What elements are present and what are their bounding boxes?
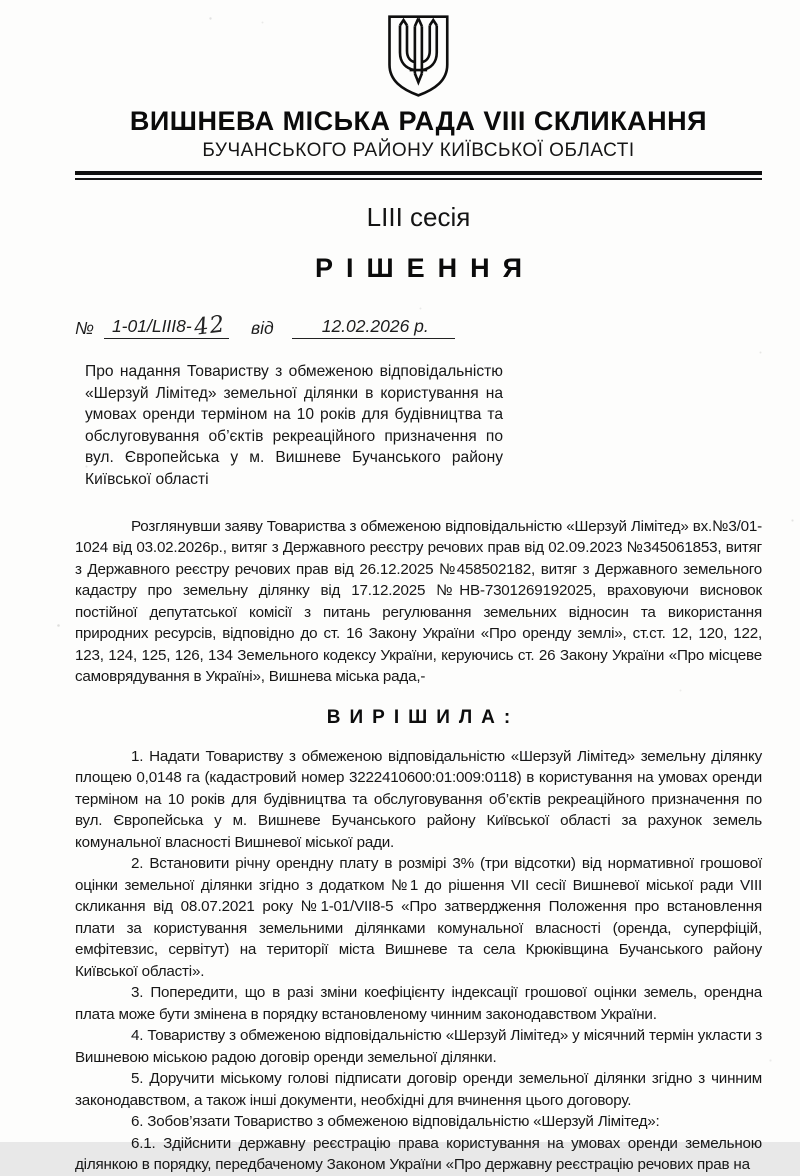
doc-number-printed: 1-01/LIII8- (111, 316, 192, 336)
resolution-item-3: 3. Попередити, що в разі зміни коефіцієнту індексації грошової оцінки земель, орендна плата може бути змінена в порядку встановленому чинним законодавством України. (75, 984, 762, 1023)
resolution-item-2: 2. Встановити річну орендну плату в розмірі 3% (три відсотки) від нормативної грошової оцінки земельної ділянки згідно з додатком №1 до рішення VII сесії Вишневої міської ради VIII скликання від 08.07.2021 року №1-01/VII8-5 «Про затвердження Положення про встановлення плати за користування земельними ділянками комунальної власності (оренда, суперфіцій, емфітевзис, сервітут) на території міста Вишневе та села Крюківщина Бучанського району Київської області». (75, 855, 762, 980)
resolution-item-1: 1. Надати Товариству з обмеженою відповідальністю «Шерзуй Лімітед» земельну ділянку площею 0,0148 га (кадастровий номер 3222410600:01:009:0118) в користування на умовах оренди терміном на 10 років для будівництва та обслуговування об’єктів рекреаційного призначення по вул. Європейська у м. Вишневе Бучанського району Київської області за рахунок земель комунальної власності Вишневої міської ради. (75, 747, 762, 851)
preamble-paragraph: Розглянувши заяву Товариства з обмеженою відповідальністю «Шерзуй Лімітед» вх.№3/01-1024 від 03.02.2026р., витяг з Державного реєстру речових прав від 02.09.2023 №345061853, витяг з Державного реєстру речових прав від 26.12.2025 №458502182, витяг з Державного земельного кадастру про земельну ділянку від 17.12.2025 №НВ-7301269192025, враховуючи висновок постійної депутатської комісії з питань регулювання земельних відносин та використання природних ресурсів, відповідно до ст. 16 Закону України «Про оренду землі», ст.ст. 12, 120, 122, 123, 124, 125, 126, 134 Земельного кодексу України, керуючись ст. 26 Закону України «Про місцеве самоврядування в Україні», Вишнева міська рада,- (75, 517, 762, 686)
resolved-heading: ВИРІШИЛА: (326, 706, 520, 728)
resolution-items (75, 746, 762, 1176)
resolution-item-4: 4. Товариству з обмеженою відповідальністю «Шерзуй Лімітед» у місячний термін укласти з Вишневою міською радою договір оренди земельної ділянки. (75, 1027, 762, 1066)
district-name: БУЧАНСЬКОГО РАЙОНУ КИЇВСЬКОЇ ОБЛАСТІ (202, 140, 635, 161)
session-title: LIII сесія (366, 202, 471, 232)
emblem-container (75, 14, 762, 102)
subject-paragraph: Про надання Товариству з обмеженою відповідальністю «Шерзуй Лімітед» земельної ділянки в користування на умовах оренди терміном на 10 років для будівництва та обслуговування об’єктів рекреаційного призначення по вул. Європейська у м. Вишневе Бучанського району Київської області (85, 363, 503, 488)
resolution-item-6: 6. Зобов’язати Товариство з обмеженою відповідальністю «Шерзуй Лімітед»: (131, 1113, 660, 1131)
trident-emblem-icon (386, 14, 451, 98)
header-divider (75, 171, 762, 180)
doc-date: 12.02.2026 р. (292, 316, 455, 339)
number-sign: № (75, 318, 94, 338)
scan-noise (0, 0, 1, 1)
decision-heading: РІШЕННЯ (314, 253, 536, 283)
resolution-item-6-1: 6.1. Здійснити державну реєстрацію права користування на умовах оренди земельною ділянкою в порядку, передбаченому Законом України «Про державну реєстрацію речових прав на (75, 1134, 762, 1174)
doc-number-handwritten: 42 (192, 311, 227, 341)
resolution-item-5: 5. Доручити міському голові підписати договір оренди земельної ділянки згідно з чинним законодавством, а також інші документи, необхідні для вчинення цього договору. (75, 1070, 762, 1109)
date-label: від (251, 318, 274, 338)
doc-number-line (75, 311, 762, 341)
doc-number (104, 311, 229, 341)
council-name: ВИШНЕВА МІСЬКА РАДА VIII СКЛИКАННЯ (129, 106, 708, 136)
